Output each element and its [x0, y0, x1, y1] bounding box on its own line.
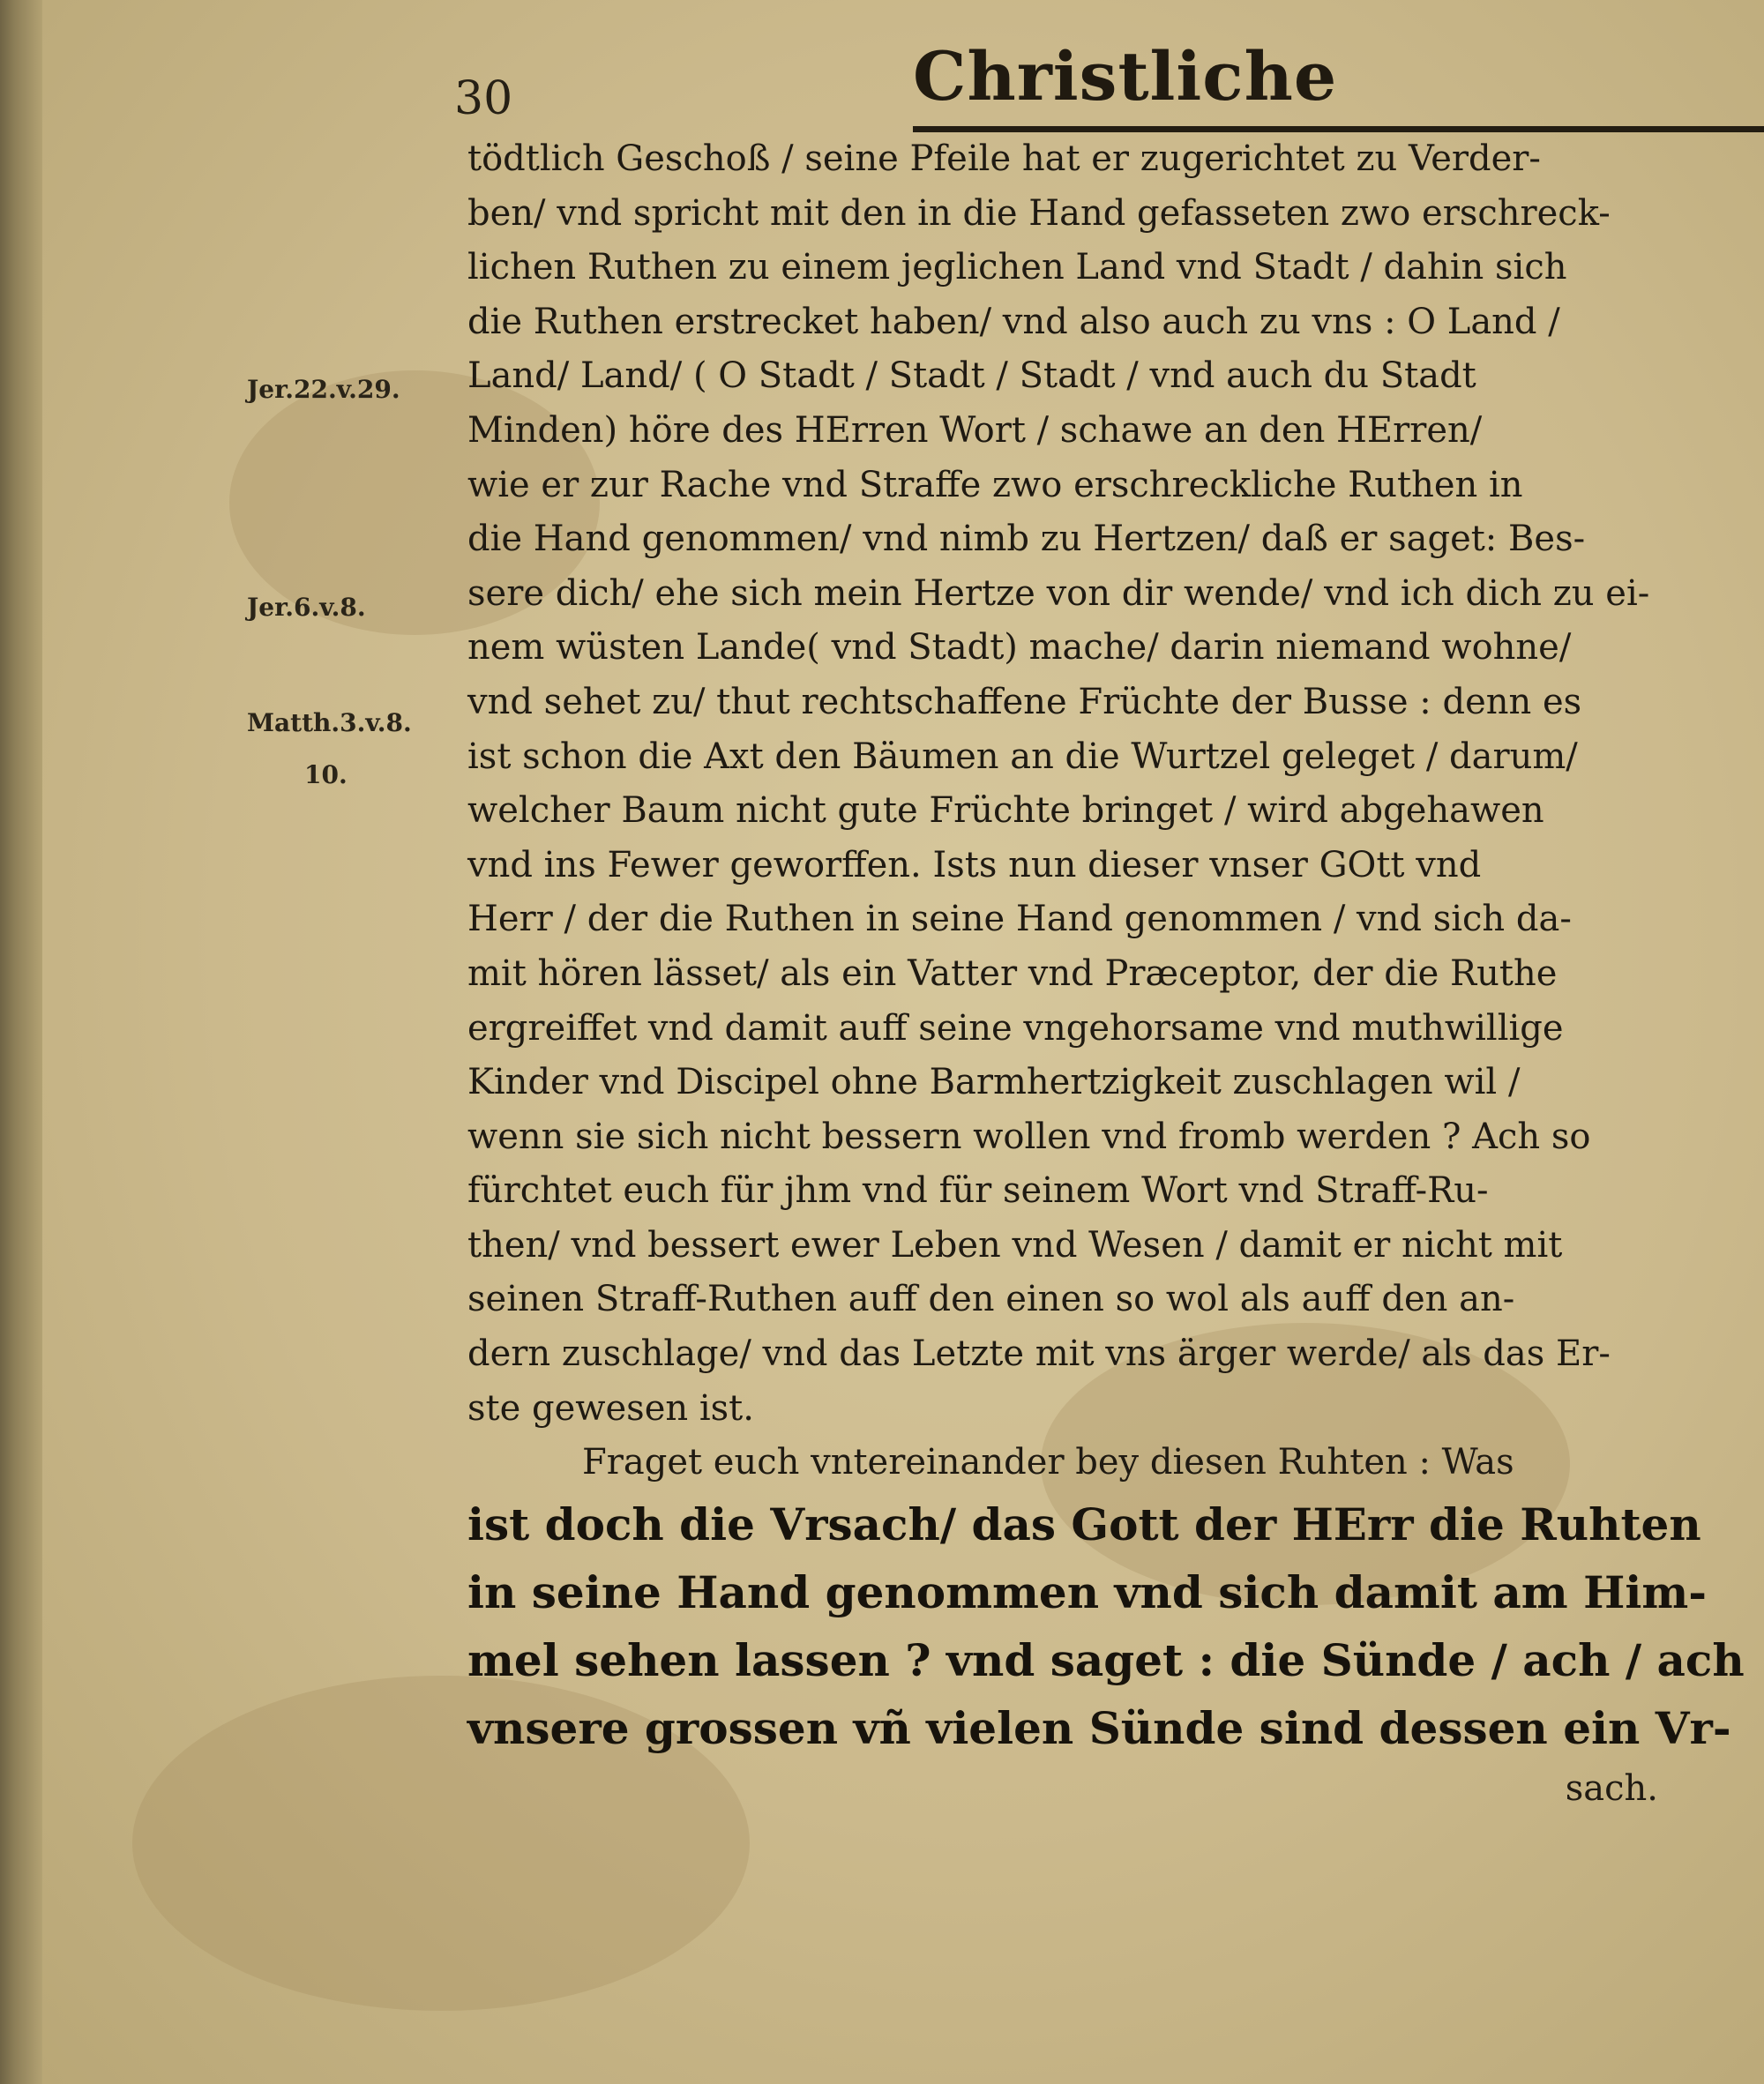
margin-note: Jer.6.v.8. [247, 593, 366, 622]
text-line: ben/ vnd spricht mit den in die Hand gefasseten zwo erschreck- [467, 192, 1611, 234]
text-line: ste gewesen ist. [467, 1387, 754, 1429]
text-line: mit hören lässet/ als ein Vatter vnd Præceptor, der die Ruthe [467, 952, 1558, 994]
text-line: ist schon die Axt den Bäumen an die Wurtzel geleget / darum/ [467, 736, 1578, 777]
text-line: die Ruthen erstrecket haben/ vnd also auch zu vns : O Land / [467, 301, 1560, 342]
page-text [467, 132, 1745, 1816]
text-line: nem wüsten Lande( vnd Stadt) mache/ darin niemand wohne/ [467, 627, 1572, 669]
page-number: 30 [454, 72, 513, 125]
text-line: ergreiffet vnd damit auff seine vngehorsame vnd muthwillige [467, 1007, 1564, 1049]
text-line: then/ vnd bessert ewer Leben vnd Wesen / damit er nicht mit [467, 1224, 1563, 1266]
question-line: ist doch die Vrsach/ das Gott der HErr die Ruhten [467, 1498, 1701, 1550]
header-rule [913, 126, 1764, 132]
running-head: Christliche [913, 37, 1338, 116]
text-line: dern zuschlage/ vnd das Letzte mit vns ärger werde/ als das Er- [467, 1333, 1611, 1375]
text-line: welcher Baum nicht gute Früchte bringet / wird abgehawen [467, 790, 1544, 832]
margin-note: Matth.3.v.8. [247, 708, 412, 737]
question-line: in seine Hand genommen vnd sich damit am Him- [467, 1565, 1707, 1618]
text-line: Herr / der die Ruthen in seine Hand genommen / vnd sich da- [467, 899, 1572, 940]
text-line: Land/ Land/ ( O Stadt / Stadt / Stadt / vnd auch du Stadt [467, 355, 1476, 397]
margin-note: 10. [304, 760, 348, 789]
question-line: Fraget euch vntereinander bey diesen Ruhten : Was [582, 1442, 1514, 1483]
text-line: vnd sehet zu/ thut rechtschaffene Früchte der Busse : denn es [467, 681, 1582, 722]
page-header [454, 35, 1645, 123]
page-gutter [0, 0, 42, 2084]
question-line: sach. [1565, 1767, 1658, 1809]
text-line: lichen Ruthen zu einem jeglichen Land vnd Stadt / dahin sich [467, 247, 1567, 288]
text-line: wie er zur Rache vnd Straffe zwo erschreckliche Ruthen in [467, 464, 1523, 505]
text-line: seinen Straff-Ruthen auff den einen so wol als auff den an- [467, 1279, 1515, 1320]
text-line: tödtlich Geschoß / seine Pfeile hat er zugerichtet zu Verder- [467, 138, 1541, 179]
text-line: fürchtet euch für jhm vnd für seinem Wort vnd Straff-Ru- [467, 1170, 1489, 1212]
question-line: mel sehen lassen ? vnd saget : die Sünde / ach / ach [467, 1633, 1745, 1686]
text-line: Minden) höre des HErren Wort / schawe an den HErren/ [467, 409, 1483, 451]
question-line: vnsere grossen vñ vielen Sünde sind dessen ein Vr- [467, 1701, 1731, 1754]
text-line: wenn sie sich nicht bessern wollen vnd fromb werden ? Ach so [467, 1116, 1591, 1157]
text-line: sere dich/ ehe sich mein Hertze von dir wende/ vnd ich dich zu ei- [467, 572, 1650, 614]
text-line: die Hand genommen/ vnd nimb zu Hertzen/ daß er saget: Bes- [467, 519, 1586, 560]
text-line: vnd ins Fewer geworffen. Ists nun dieser vnser GOtt vnd [467, 844, 1482, 885]
text-line: Kinder vnd Discipel ohne Barmhertzigkeit zuschlagen wil / [467, 1062, 1521, 1103]
margin-note: Jer.22.v.29. [247, 375, 400, 404]
